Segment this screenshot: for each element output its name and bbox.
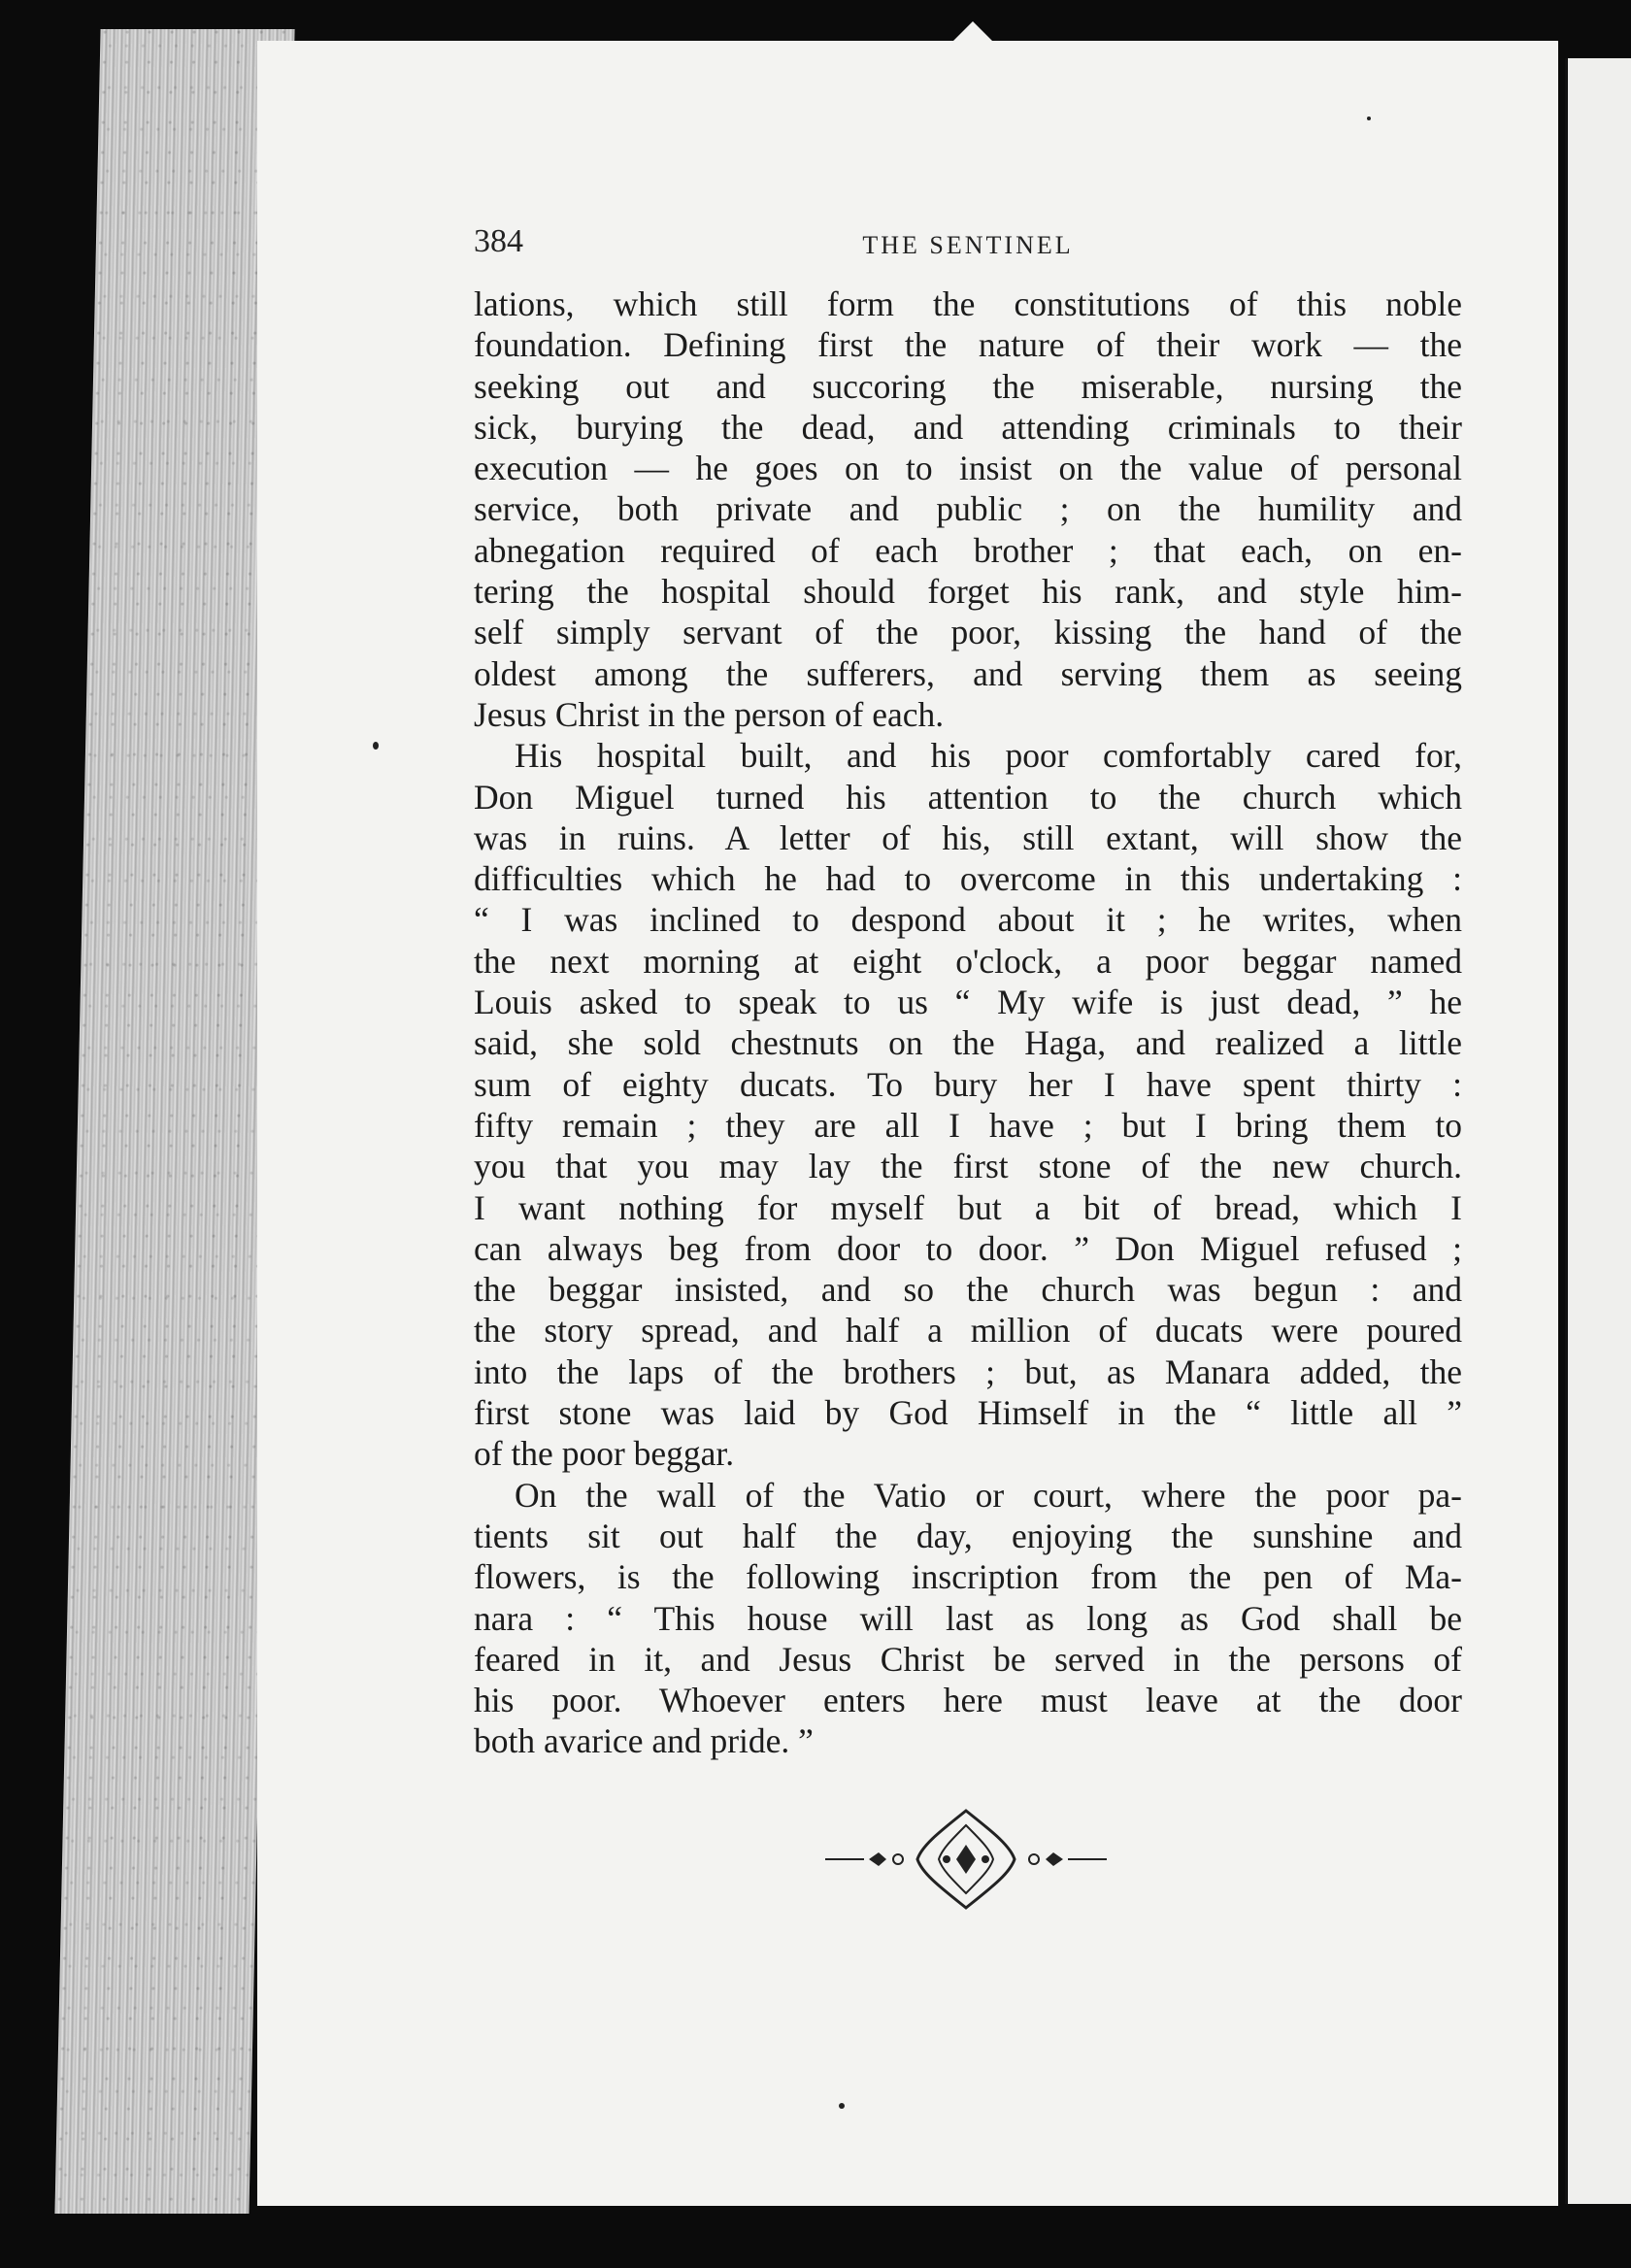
text-line: “ I was inclined to despond about it ; he writes, when: [474, 900, 1462, 940]
text-line: flowers, is the following inscription from the pen of Ma-: [474, 1557, 1462, 1597]
text-line: foundation. Defining first the nature of their work — the: [474, 325, 1462, 365]
specks: [1367, 117, 1371, 120]
decorative-ornament-icon: [825, 1806, 1107, 1913]
text-line: oldest among the sufferers, and serving them as seeing: [474, 653, 1462, 693]
text-line: first stone was laid by God Himself in the “ little all ”: [474, 1393, 1462, 1433]
specks: [373, 742, 379, 750]
body-text: [474, 284, 1462, 1762]
paragraph: [474, 284, 1462, 735]
text-line: feared in it, and Jesus Christ be served in the persons of: [474, 1639, 1462, 1679]
adjacent-page-edge: [1565, 58, 1631, 2204]
text-line: Louis asked to speak to us “ My wife is just dead, ” he: [474, 983, 1462, 1022]
text-line: fifty remain ; they are all I have ; but I bring them to: [474, 1105, 1462, 1145]
text-line: self simply servant of the poor, kissing the hand of the: [474, 613, 1462, 652]
text-line: seeking out and succoring the miserable, nursing the: [474, 366, 1462, 406]
text-line: nara : “ This house will last as long as God shall be: [474, 1598, 1462, 1638]
text-line: of the poor beggar.: [474, 1434, 735, 1474]
text-line: sum of eighty ducats. To bury her I have spent thirty :: [474, 1064, 1462, 1104]
text-line: tients sit out half the day, enjoying the sunshine and: [474, 1516, 1462, 1555]
text-line: His hospital built, and his poor comfortably cared for,: [515, 736, 1462, 776]
page-number: 384: [474, 223, 523, 259]
paragraph: [474, 1475, 1462, 1762]
text-line: abnegation required of each brother ; that each, on en-: [474, 530, 1462, 570]
text-line: his poor. Whoever enters here must leave at the door: [474, 1681, 1462, 1720]
text-line: Don Miguel turned his attention to the church which: [474, 777, 1462, 817]
text-line: sick, burying the dead, and attending criminals to their: [474, 407, 1462, 447]
text-line: the story spread, and half a million of ducats were poured: [474, 1311, 1462, 1351]
text-line: the next morning at eight o'clock, a poor beggar named: [474, 941, 1462, 981]
text-line: lations, which still form the constitutions of this noble: [474, 284, 1462, 323]
text-line: the beggar insisted, and so the church was begun : and: [474, 1270, 1462, 1310]
text-line: you that you may lay the first stone of the new church.: [474, 1147, 1462, 1186]
text-line: On the wall of the Vatio or court, where the poor pa-: [515, 1475, 1462, 1515]
text-line: Jesus Christ in the person of each.: [474, 694, 945, 734]
running-head: THE SENTINEL: [862, 231, 1074, 259]
text-line: tering the hospital should forget his rank, and style him-: [474, 572, 1462, 612]
specks: [839, 2103, 845, 2109]
text-line: service, both private and public ; on the humility and: [474, 489, 1462, 529]
text-line: said, she sold chestnuts on the Haga, and realized a little: [474, 1023, 1462, 1063]
text-line: both avarice and pride. ”: [474, 1721, 814, 1761]
paragraph: [474, 735, 1462, 1474]
text-line: I want nothing for myself but a bit of bread, which I: [474, 1187, 1462, 1227]
text-line: execution — he goes on to insist on the value of personal: [474, 449, 1462, 488]
text-line: difficulties which he had to overcome in this undertaking :: [474, 859, 1462, 899]
text-line: can always beg from door to door. ” Don Miguel refused ;: [474, 1228, 1462, 1268]
text-line: was in ruins. A letter of his, still extant, will show the: [474, 817, 1462, 857]
text-line: into the laps of the brothers ; but, as Manara added, the: [474, 1351, 1462, 1391]
page-header: [474, 221, 1462, 266]
